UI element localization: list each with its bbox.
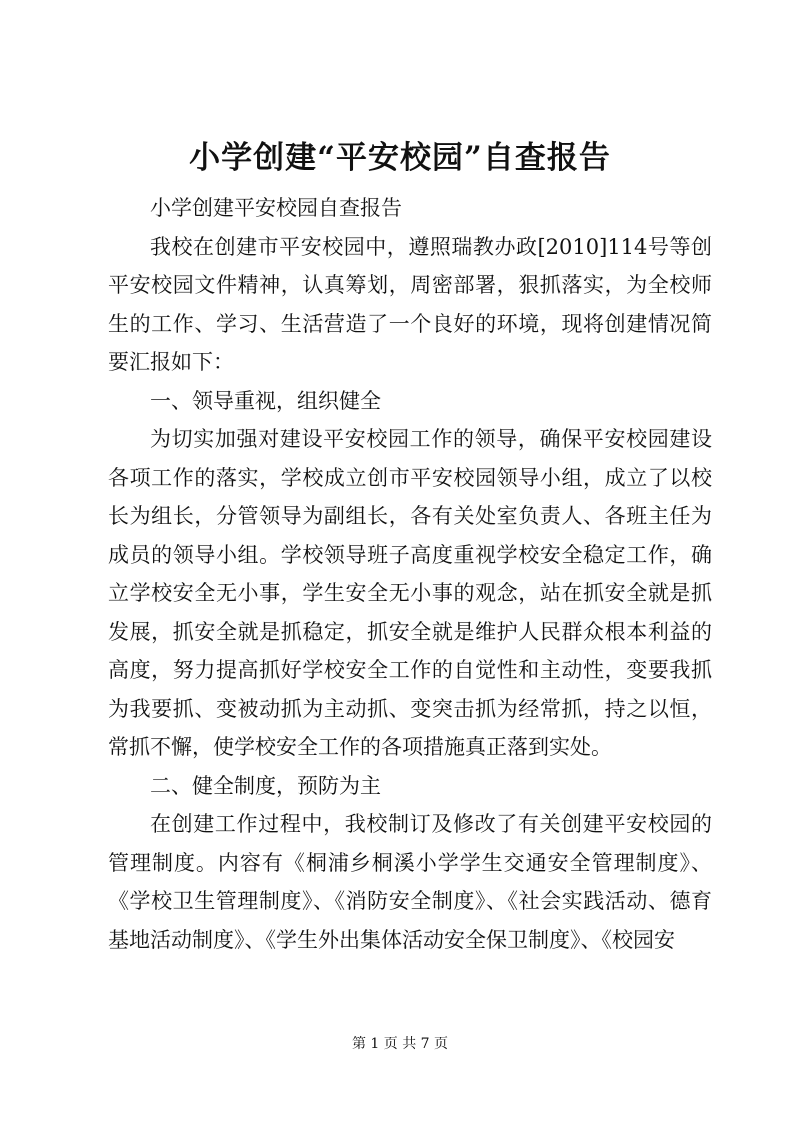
document-title: 小学创建“平安校园”自查报告 <box>189 140 611 176</box>
paragraph-leadership: 为切实加强对建设平安校园工作的领导，确保平安校园建设各项工作的落实，学校成立创市平安校园领导小组，成立了以校长为组长，分管领导为副组长，各有关处室负责人、各班主任为成员的领导小组。学校领导班子高度重视学校安全稳定工作，确立学校安全无小事，学生安全无小事的观念，站在抓安全就是抓发展，抓安全就是抓稳定，抓安全就是维护人民群众根本利益的高度，努力提高抓好学校安全工作的自觉性和主动性，变要我抓为我要抓、变被动抓为主动抓、变突击抓为经常抓，持之以恒，常抓不懈，使学校安全工作的各项措施真正落到实处。 <box>108 427 712 759</box>
page-footer: 第 1 页 共 7 页 <box>351 1036 449 1052</box>
document-body <box>108 189 712 959</box>
section-heading-2: 二、健全制度，预防为主 <box>150 773 381 798</box>
paragraph-systems: 在创建工作过程中，我校制订及修改了有关创建平安校园的管理制度。内容有《桐浦乡桐溪小学学生交通安全管理制度》、《学校卫生管理制度》、《消防安全制度》、《社会实践活动、德育基地活动制度》、《学生外出集体活动安全保卫制度》、《校园安 <box>108 812 712 952</box>
paragraph-subtitle: 小学创建平安校园自查报告 <box>150 196 402 220</box>
paragraph-intro: 我校在创建市平安校园中，遵照瑞教办政[2010]114号等创平安校园文件精神，认真筹划，周密部署，狠抓落实，为全校师生的工作、学习、生活营造了一个良好的环境，现将创建情况简要汇报如下： <box>108 234 712 374</box>
section-heading-1: 一、领导重视，组织健全 <box>150 388 381 413</box>
